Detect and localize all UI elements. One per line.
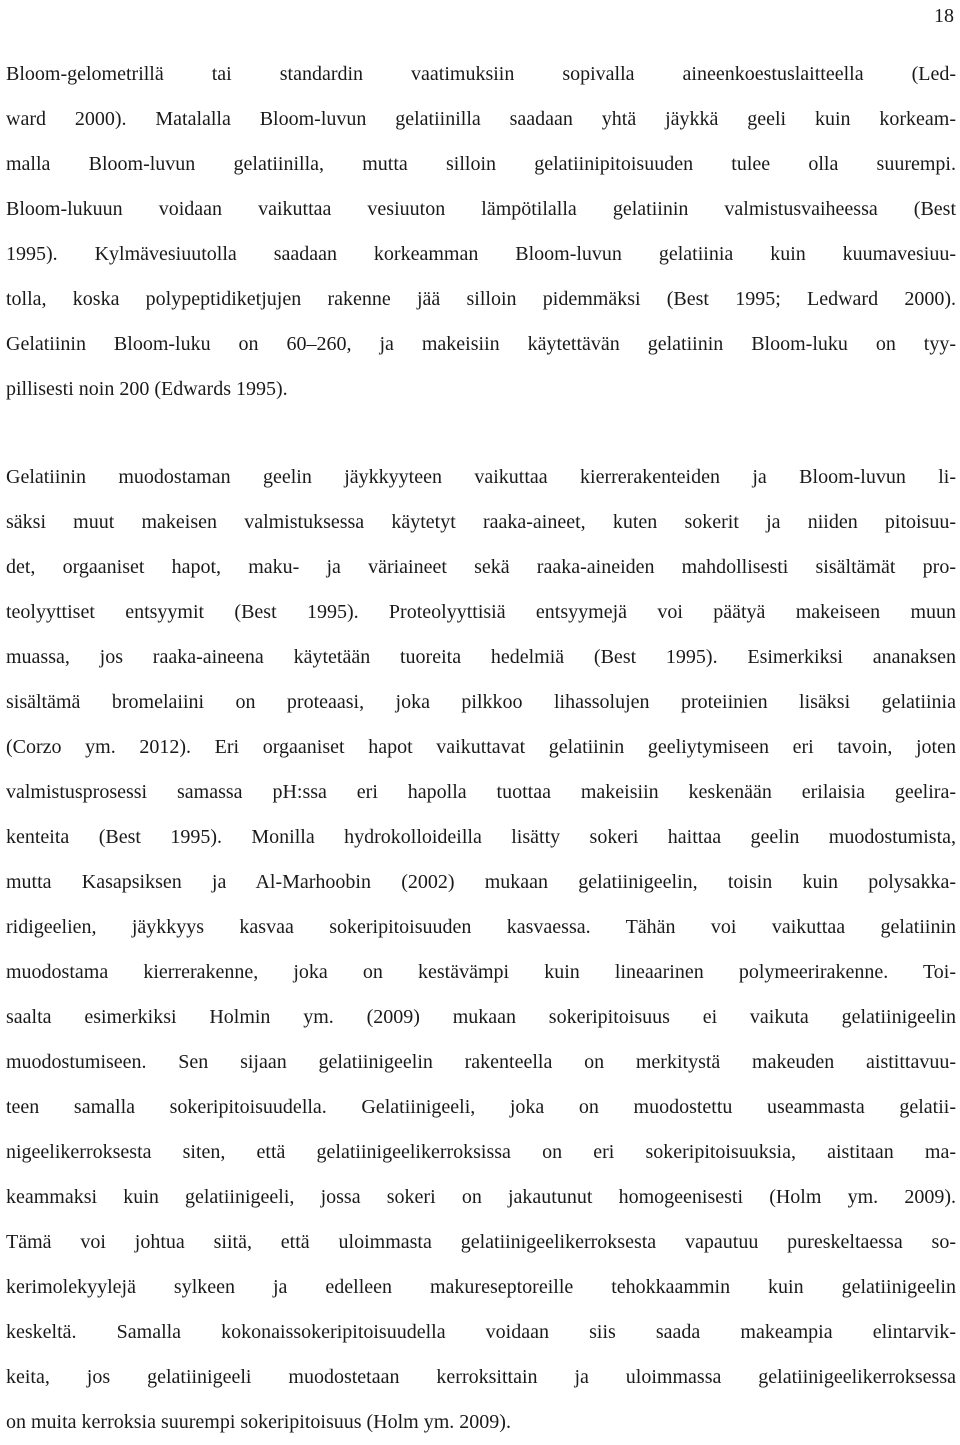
text-line: keita, jos gelatiinigeeli muodostetaan kerroksittain ja uloimmassa gelatiinigeelikerroksessa (6, 1366, 956, 1388)
text-line: saalta esimerkiksi Holmin ym. (2009) mukaan sokeripitoisuus ei vaikuta gelatiinigeelin (6, 1006, 956, 1028)
text-line: pillisesti noin 200 (Edwards 1995). (6, 378, 288, 400)
paragraph-gel-stiffness (6, 455, 956, 1445)
text-line: Tämä voi johtua siitä, että uloimmasta gelatiinigeelikerroksesta vapautuu pureskeltaessa so- (6, 1231, 956, 1253)
text-line: sisältämä bromelaiini on proteaasi, joka pilkkoo lihassolujen proteiinien lisäksi gelatiinia (6, 691, 956, 713)
text-line: muodostumiseen. Sen sijaan gelatiinigeelin rakenteella on merkitystä makeuden aistittavuu- (6, 1051, 956, 1073)
text-line: Gelatiinin muodostaman geelin jäykkyyteen vaikuttaa kierrerakenteiden ja Bloom-luvun li- (6, 466, 956, 488)
text-line: Gelatiinin Bloom-luku on 60–260, ja makeisiin käytettävän gelatiinin Bloom-luku on tyy- (6, 333, 956, 355)
text-line: teen samalla sokeripitoisuudella. Gelatiinigeeli, joka on muodostettu useammasta gelatii- (6, 1096, 956, 1118)
text-line: muassa, jos raaka-aineena käytetään tuoreita hedelmiä (Best 1995). Esimerkiksi ananaksen (6, 646, 956, 668)
text-line: ward 2000). Matalalla Bloom-luvun gelatiinilla saadaan yhtä jäykkä geeli kuin korkeam- (6, 108, 956, 130)
text-line: mutta Kasapsiksen ja Al-Marhoobin (2002) mukaan gelatiinigeelin, toisin kuin polysakka- (6, 871, 956, 893)
text-line: muodostama kierrerakenne, joka on kestävämpi kuin lineaarinen polymeerirakenne. Toi- (6, 961, 956, 983)
text-line: det, orgaaniset hapot, maku- ja väriaineet sekä raaka-aineiden mahdollisesti sisältämät pro- (6, 556, 956, 578)
text-line: nigeelikerroksesta siten, että gelatiinigeelikerroksissa on eri sokeripitoisuuksia, aistitaan ma- (6, 1141, 956, 1163)
text-line: ridigeelien, jäykkyys kasvaa sokeripitoisuuden kasvaessa. Tähän voi vaikuttaa gelatiinin (6, 916, 956, 938)
page-number: 18 (934, 5, 954, 27)
text-line: keskeltä. Samalla kokonaissokeripitoisuudella voidaan siis saada makeampia elintarvik- (6, 1321, 956, 1343)
paragraph-bloom-number (6, 52, 956, 412)
text-line: Bloom-lukuun voidaan vaikuttaa vesiuuton lämpötilalla gelatiinin valmistusvaiheessa (Best (6, 198, 956, 220)
text-line: kerimolekyylejä sylkeen ja edelleen makureseptoreille tehokkaammin kuin gelatiinigeelin (6, 1276, 956, 1298)
text-line: (Corzo ym. 2012). Eri orgaaniset hapot vaikuttavat gelatiinin geeliytymiseen eri tavoin, joten (6, 736, 956, 758)
text-line: on muita kerroksia suurempi sokeripitoisuus (Holm ym. 2009). (6, 1411, 511, 1433)
text-line: tolla, koska polypeptidiketjujen rakenne jää silloin pidemmäksi (Best 1995; Ledward 2000). (6, 288, 956, 310)
text-line: 1995). Kylmävesiuutolla saadaan korkeamman Bloom-luvun gelatiinia kuin kuumavesiuu- (6, 243, 956, 265)
text-line: Bloom-gelometrillä tai standardin vaatimuksiin sopivalla aineenkoestuslaitteella (Led- (6, 63, 956, 85)
text-line: teolyyttiset entsyymit (Best 1995). Proteolyyttisiä entsyymejä voi päätyä makeiseen muun (6, 601, 956, 623)
text-line: säksi muut makeisen valmistuksessa käytetyt raaka-aineet, kuten sokerit ja niiden pitoisuu- (6, 511, 956, 533)
text-line: valmistusprosessi samassa pH:ssa eri hapolla tuottaa makeisiin keskenään erilaisia geelira- (6, 781, 956, 803)
text-line: kenteita (Best 1995). Monilla hydrokolloideilla lisätty sokeri haittaa geelin muodostumista, (6, 826, 956, 848)
text-line: keammaksi kuin gelatiinigeeli, jossa sokeri on jakautunut homogeenisesti (Holm ym. 2009). (6, 1186, 956, 1208)
text-line: malla Bloom-luvun gelatiinilla, mutta silloin gelatiinipitoisuuden tulee olla suurempi. (6, 153, 956, 175)
